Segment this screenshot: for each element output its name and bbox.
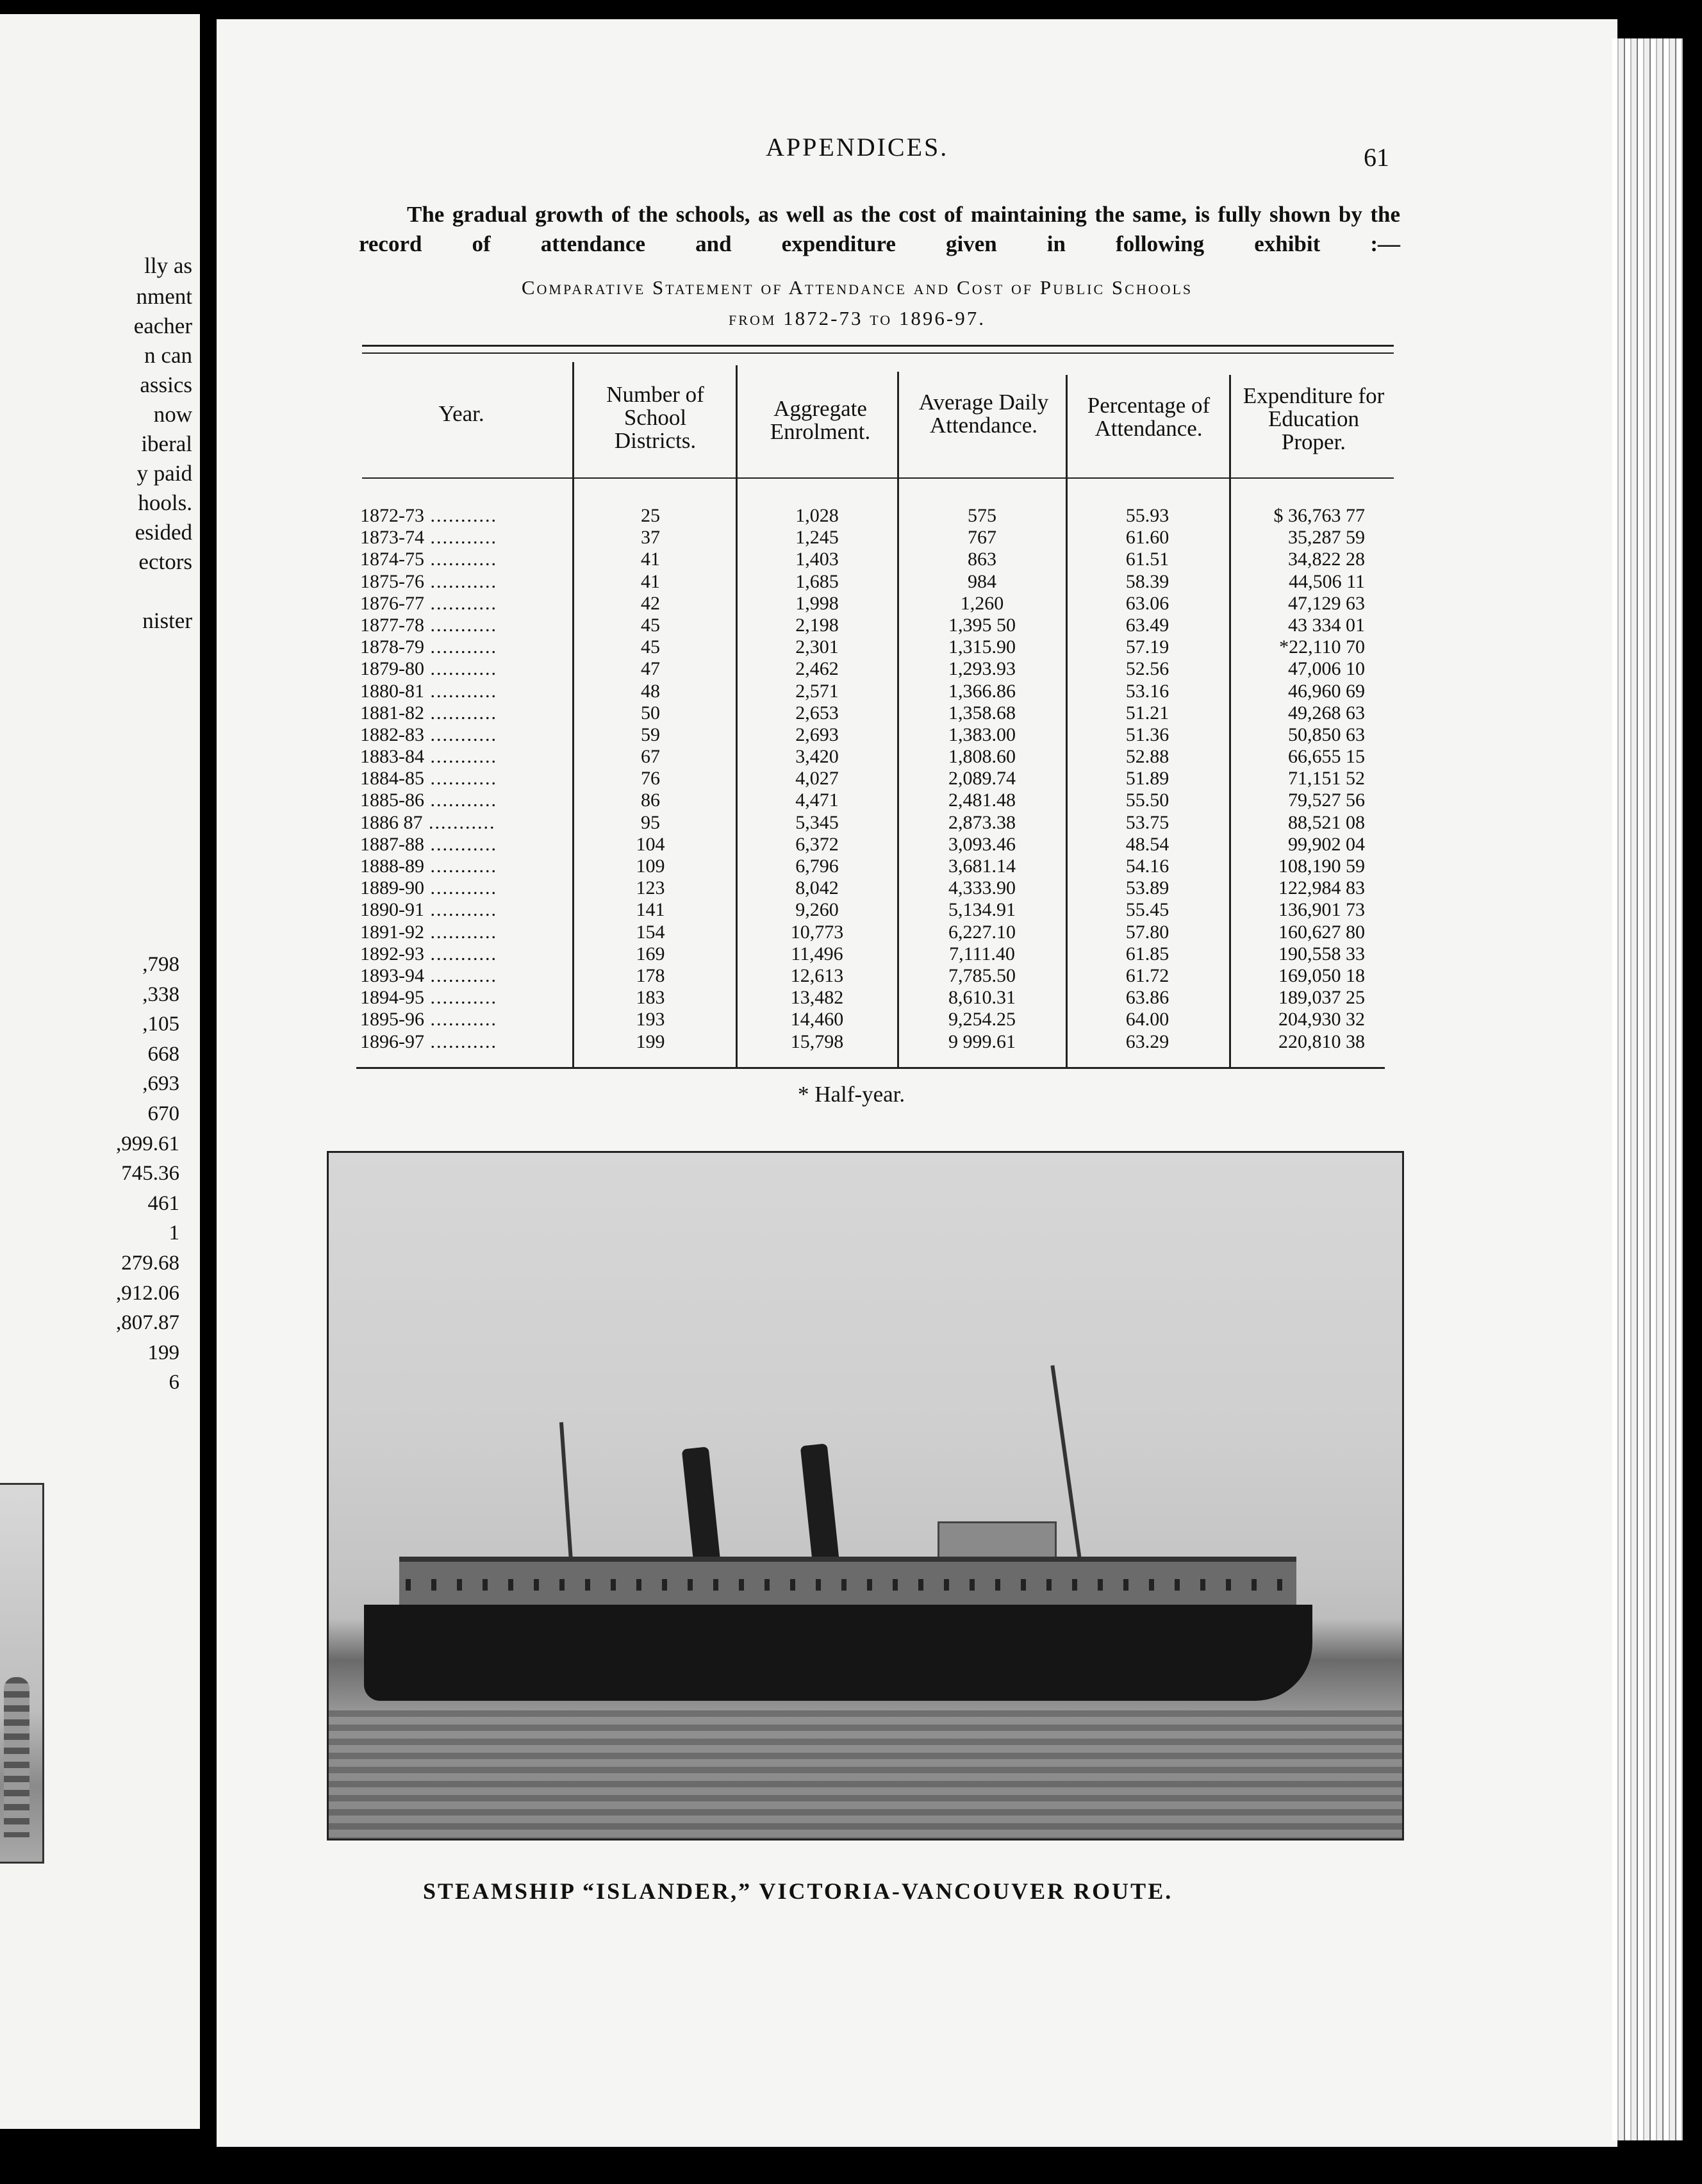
previous-page-number: 668 — [147, 1042, 179, 1066]
cell-year: 1889-90 ........... — [360, 877, 497, 899]
column-attendance — [900, 505, 1064, 1053]
leader-dots: ........... — [424, 527, 497, 549]
cell-year: 1880-81 ........... — [360, 680, 497, 702]
cell-year: 1883-84 ........... — [360, 746, 497, 768]
cell-attendance: 8,610.31 — [948, 987, 1016, 1009]
table-caption — [362, 272, 1352, 334]
cell-percentage: 55.50 — [1125, 790, 1169, 811]
leader-dots: ........... — [424, 790, 497, 811]
cell-year: 1884-85 ........... — [360, 768, 497, 790]
cell-attendance: 1,395 50 — [948, 614, 1016, 636]
cell-percentage: 57.80 — [1125, 921, 1169, 943]
cell-year: 1872-73 ........... — [360, 505, 497, 526]
cell-expenditure: 71,151 52 — [1288, 768, 1365, 790]
previous-page-photo — [0, 1483, 44, 1864]
previous-page-line: eacher — [133, 313, 192, 338]
cell-expenditure: $ 36,763 77 — [1273, 505, 1365, 526]
cell-districts: 123 — [636, 877, 665, 899]
leader-dots: ........... — [424, 658, 497, 680]
previous-page-number: 461 — [147, 1191, 179, 1215]
leader-dots: ........... — [424, 592, 497, 614]
cell-enrolment: 2,462 — [795, 658, 839, 680]
cell-districts: 41 — [641, 549, 660, 570]
cell-expenditure: 35,287 59 — [1288, 527, 1365, 549]
table-caption-line2: from 1872-73 to 1896-97. — [729, 307, 986, 329]
column-expenditure — [1237, 505, 1365, 1053]
cell-districts: 45 — [641, 614, 660, 636]
portholes — [406, 1579, 1290, 1591]
previous-page-line: assics — [140, 372, 192, 397]
cell-attendance: 575 — [968, 505, 996, 526]
leader-dots: ........... — [424, 1009, 497, 1030]
cell-enrolment: 6,796 — [795, 856, 839, 877]
leader-dots: ........... — [424, 899, 497, 921]
cell-enrolment: 11,496 — [791, 943, 843, 964]
cell-districts: 41 — [641, 570, 660, 592]
leader-dots: ........... — [424, 570, 497, 592]
cell-year: 1873-74 ........... — [360, 527, 497, 549]
cell-percentage: 51.21 — [1125, 702, 1169, 724]
cell-enrolment: 1,685 — [795, 570, 839, 592]
cell-expenditure: 190,558 33 — [1278, 943, 1365, 964]
cell-districts: 154 — [636, 921, 665, 943]
cell-attendance: 9 999.61 — [948, 1030, 1016, 1052]
cell-enrolment: 2,198 — [795, 614, 839, 636]
leader-dots: ........... — [424, 987, 497, 1009]
cell-percentage: 53.75 — [1125, 811, 1169, 833]
cell-districts: 169 — [636, 943, 665, 964]
previous-page-number: ,912.06 — [116, 1281, 179, 1305]
ship-hull — [364, 1605, 1312, 1701]
cell-year: 1876-77 ........... — [360, 592, 497, 614]
col-header-districts: Number of School Districts. — [606, 382, 704, 453]
cell-enrolment: 1,028 — [795, 505, 839, 526]
previous-page-number: 199 — [147, 1341, 179, 1364]
page-number: 61 — [1364, 143, 1389, 172]
cell-attendance: 2,873.38 — [948, 811, 1016, 833]
cell-percentage: 61.85 — [1125, 943, 1169, 964]
leader-dots: ........... — [424, 505, 497, 526]
previous-page-number: ,105 — [142, 1013, 179, 1036]
table-top-rule — [362, 345, 1394, 347]
cell-year: 1888-89 ........... — [360, 856, 497, 877]
col-header-expenditure: Expenditure for Education Proper. — [1243, 383, 1385, 454]
column-districts — [577, 505, 724, 1053]
cell-enrolment: 4,027 — [795, 768, 839, 790]
cell-attendance: 863 — [968, 549, 996, 570]
cell-enrolment: 8,042 — [795, 877, 839, 899]
cell-expenditure: 34,822 28 — [1288, 549, 1365, 570]
column-divider — [1066, 375, 1068, 1067]
cell-year: 1881-82 ........... — [360, 702, 497, 724]
previous-page-line: nister — [142, 608, 192, 633]
cell-year: 1887-88 ........... — [360, 833, 497, 855]
cell-year: 1890-91 ........... — [360, 899, 497, 921]
previous-page-line: hools. — [138, 490, 192, 515]
table-caption-line1: Comparative Statement of Attendance and Cost of Public Schools — [521, 276, 1193, 299]
cell-districts: 50 — [641, 702, 660, 724]
table-top-rule-2 — [362, 352, 1394, 354]
previous-page-number: 745.36 — [121, 1162, 179, 1186]
cell-enrolment: 1,998 — [795, 592, 839, 614]
col-header-percentage: Percentage of Attendance. — [1087, 393, 1210, 441]
cell-attendance: 1,293.93 — [948, 658, 1016, 680]
cell-attendance: 984 — [968, 570, 996, 592]
cell-year: 1886 87 ........... — [360, 811, 496, 833]
cell-expenditure: 47,129 63 — [1288, 592, 1365, 614]
page-edges — [1612, 38, 1683, 2140]
cell-attendance: 3,093.46 — [948, 833, 1016, 855]
cell-attendance: 2,481.48 — [948, 790, 1016, 811]
cell-districts: 76 — [641, 768, 660, 790]
previous-page-number: 279.68 — [121, 1251, 179, 1275]
previous-page-number: 670 — [147, 1102, 179, 1125]
previous-page-line: ectors — [138, 549, 192, 574]
cell-year: 1896-97 ........... — [360, 1030, 497, 1052]
cell-districts: 59 — [641, 724, 660, 745]
cell-expenditure: 136,901 73 — [1278, 899, 1365, 921]
water-reflection — [329, 1710, 1402, 1839]
previous-page-line: y paid — [136, 461, 192, 486]
leader-dots: ........... — [424, 702, 497, 724]
cell-districts: 37 — [641, 527, 660, 549]
leader-dots: ........... — [424, 680, 497, 702]
cell-districts: 193 — [636, 1009, 665, 1030]
column-divider — [1229, 375, 1231, 1067]
cell-districts: 67 — [641, 746, 660, 768]
cell-expenditure: 49,268 63 — [1288, 702, 1365, 724]
cell-enrolment: 10,773 — [790, 921, 844, 943]
cell-expenditure: 122,984 83 — [1278, 877, 1365, 899]
cell-expenditure: 43 334 01 — [1288, 614, 1365, 636]
cell-percentage: 51.36 — [1125, 724, 1169, 745]
cell-year: 1891-92 ........... — [360, 921, 497, 943]
previous-page-number: ,798 — [142, 953, 179, 976]
cell-enrolment: 2,693 — [795, 724, 839, 745]
leader-dots: ........... — [422, 811, 496, 833]
cell-expenditure: 99,902 04 — [1288, 833, 1365, 855]
intro-paragraph: The gradual growth of the schools, as well as the cost of maintaining the same, is fully shown by the record of attendance and expenditure given in following exhibit :— — [359, 202, 1400, 256]
cell-attendance: 1,358.68 — [948, 702, 1016, 724]
cell-expenditure: 44,506 11 — [1289, 570, 1365, 592]
cell-percentage: 53.89 — [1125, 877, 1169, 899]
smokestack — [800, 1443, 839, 1560]
cell-enrolment: 9,260 — [795, 899, 839, 921]
cell-percentage: 51.89 — [1125, 768, 1169, 790]
cell-percentage: 64.00 — [1125, 1009, 1169, 1030]
cell-attendance: 2,089.74 — [948, 768, 1016, 790]
cell-percentage: 63.29 — [1125, 1030, 1169, 1052]
cell-year: 1892-93 ........... — [360, 943, 497, 964]
leader-dots: ........... — [424, 768, 497, 790]
cell-year: 1882-83 ........... — [360, 724, 497, 745]
cell-year: 1885-86 ........... — [360, 790, 497, 811]
cell-year: 1875-76 ........... — [360, 570, 497, 592]
cell-districts: 45 — [641, 636, 660, 658]
cell-percentage: 55.45 — [1125, 899, 1169, 921]
cell-attendance: 7,785.50 — [948, 964, 1016, 986]
cell-enrolment: 14,460 — [790, 1009, 844, 1030]
leader-dots: ........... — [424, 964, 497, 986]
leader-dots: ........... — [424, 636, 497, 658]
cell-enrolment: 2,653 — [795, 702, 839, 724]
cell-percentage: 61.51 — [1125, 549, 1169, 570]
col-header-attendance: Average Daily Attendance. — [918, 390, 1049, 438]
previous-page-number: ,807.87 — [116, 1311, 179, 1335]
column-divider — [736, 365, 738, 1067]
cell-expenditure: 204,930 32 — [1278, 1009, 1365, 1030]
cell-percentage: 52.88 — [1125, 746, 1169, 768]
cell-year: 1894-95 ........... — [360, 987, 497, 1009]
cell-percentage: 61.60 — [1125, 527, 1169, 549]
cell-districts: 47 — [641, 658, 660, 680]
footnote: * Half-year. — [798, 1082, 905, 1107]
previous-page-line: nment — [136, 284, 192, 309]
cell-districts: 109 — [636, 856, 665, 877]
cell-enrolment: 1,403 — [795, 549, 839, 570]
previous-page-line: now — [153, 402, 192, 427]
cell-enrolment: 6,372 — [795, 833, 839, 855]
cell-expenditure: 50,850 63 — [1288, 724, 1365, 745]
cell-attendance: 1,808.60 — [948, 746, 1016, 768]
column-divider — [572, 362, 574, 1067]
photo-caption: STEAMSHIP “ISLANDER,” VICTORIA-VANCOUVER ROUTE. — [423, 1878, 1173, 1904]
cell-percentage: 58.39 — [1125, 570, 1169, 592]
cell-attendance: 3,681.14 — [948, 856, 1016, 877]
cell-districts: 183 — [636, 987, 665, 1009]
cell-attendance: 9,254.25 — [948, 1009, 1016, 1030]
steamship-photo — [327, 1151, 1404, 1841]
leader-dots: ........... — [424, 614, 497, 636]
cell-enrolment: 13,482 — [790, 987, 844, 1009]
column-enrolment — [740, 505, 894, 1053]
cell-districts: 199 — [636, 1030, 665, 1052]
cell-percentage: 54.16 — [1125, 856, 1169, 877]
cell-percentage: 53.16 — [1125, 680, 1169, 702]
cell-year: 1895-96 ........... — [360, 1009, 497, 1030]
cell-enrolment: 2,571 — [795, 680, 839, 702]
previous-page-numbers — [13, 950, 179, 1398]
cell-percentage: 52.56 — [1125, 658, 1169, 680]
leader-dots: ........... — [424, 856, 497, 877]
col-header-enrolment: Aggregate Enrolment. — [770, 396, 871, 444]
book-gutter — [200, 0, 217, 2184]
leader-dots: ........... — [424, 833, 497, 855]
cell-districts: 178 — [636, 964, 665, 986]
cell-year: 1879-80 ........... — [360, 658, 497, 680]
cell-attendance: 6,227.10 — [948, 921, 1016, 943]
cell-attendance: 7,111.40 — [949, 943, 1015, 964]
cell-districts: 25 — [641, 505, 660, 526]
col-header-year: Year. — [438, 401, 484, 426]
cell-expenditure: 108,190 59 — [1278, 856, 1365, 877]
previous-page-line: n can — [144, 343, 192, 368]
cell-percentage: 57.19 — [1125, 636, 1169, 658]
cell-enrolment: 15,798 — [790, 1030, 844, 1052]
cell-districts: 48 — [641, 680, 660, 702]
table-bottom-rule — [356, 1067, 1385, 1069]
cell-year: 1874-75 ........... — [360, 549, 497, 570]
cell-attendance: 5,134.91 — [948, 899, 1016, 921]
column-divider — [897, 372, 899, 1067]
cell-enrolment: 2,301 — [795, 636, 839, 658]
cell-enrolment: 4,471 — [795, 790, 839, 811]
previous-page-number: ,999.61 — [116, 1132, 179, 1155]
cell-expenditure: 220,810 38 — [1278, 1030, 1365, 1052]
cell-districts: 95 — [641, 811, 660, 833]
cell-expenditure: 88,521 08 — [1288, 811, 1365, 833]
cell-expenditure: 189,037 25 — [1278, 987, 1365, 1009]
previous-page-line: esided — [135, 520, 192, 545]
leader-dots: ........... — [424, 746, 497, 768]
cell-percentage: 63.86 — [1125, 987, 1169, 1009]
cell-expenditure: 79,527 56 — [1288, 790, 1365, 811]
cell-enrolment: 3,420 — [795, 746, 839, 768]
leader-dots: ........... — [424, 1030, 497, 1052]
column-percentage — [1069, 505, 1226, 1053]
leader-dots: ........... — [424, 549, 497, 570]
running-header: APPENDICES. — [766, 133, 949, 161]
previous-page — [0, 14, 200, 2129]
cell-districts: 104 — [636, 833, 665, 855]
cell-expenditure: 47,006 10 — [1288, 658, 1365, 680]
cell-enrolment: 12,613 — [790, 964, 844, 986]
cell-attendance: 1,366.86 — [948, 680, 1016, 702]
leader-dots: ........... — [424, 724, 497, 745]
cell-attendance: 767 — [968, 527, 996, 549]
cell-expenditure: 66,655 15 — [1288, 746, 1365, 768]
cell-expenditure: 46,960 69 — [1288, 680, 1365, 702]
cell-districts: 42 — [641, 592, 660, 614]
cell-attendance: 1,260 — [960, 592, 1004, 614]
previous-page-number: 1 — [169, 1221, 179, 1245]
cell-enrolment: 1,245 — [795, 527, 839, 549]
cell-districts: 86 — [641, 790, 660, 811]
column-year — [360, 505, 572, 1053]
cell-attendance: 4,333.90 — [948, 877, 1016, 899]
leader-dots: ........... — [424, 921, 497, 943]
cell-districts: 141 — [636, 899, 665, 921]
cell-percentage: 63.49 — [1125, 614, 1169, 636]
cell-percentage: 61.72 — [1125, 964, 1169, 986]
cell-expenditure: *22,110 70 — [1279, 636, 1365, 658]
smokestack — [682, 1446, 721, 1564]
leader-dots: ........... — [424, 943, 497, 964]
cell-percentage: 63.06 — [1125, 592, 1169, 614]
previous-page-number: ,338 — [142, 982, 179, 1006]
cell-percentage: 55.93 — [1125, 505, 1169, 526]
previous-page-line: lly as — [144, 253, 192, 278]
previous-page-number: ,693 — [142, 1072, 179, 1096]
cell-year: 1877-78 ........... — [360, 614, 497, 636]
cell-attendance: 1,383.00 — [948, 724, 1016, 745]
cell-enrolment: 5,345 — [795, 811, 839, 833]
cell-year: 1878-79 ........... — [360, 636, 497, 658]
leader-dots: ........... — [424, 877, 497, 899]
cell-expenditure: 160,627 80 — [1278, 921, 1365, 943]
previous-page-number: 6 — [169, 1371, 179, 1394]
header-bottom-rule — [362, 477, 1394, 479]
cell-year: 1893-94 ........... — [360, 964, 497, 986]
cell-attendance: 1,315.90 — [948, 636, 1016, 658]
previous-page-line: iberal — [141, 431, 192, 456]
cell-percentage: 48.54 — [1125, 833, 1169, 855]
cell-expenditure: 169,050 18 — [1278, 964, 1365, 986]
